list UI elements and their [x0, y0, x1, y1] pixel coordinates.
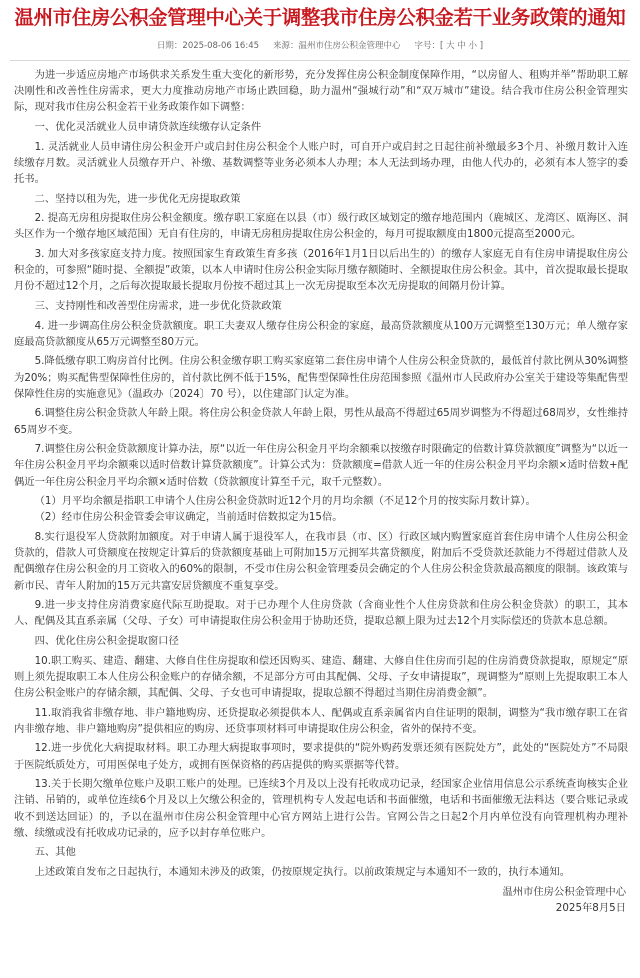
body-paragraph: 6.调整住房公积金贷款人年龄上限。将住房公积金贷款人年龄上限，男性从最高不得超过65周岁调整为不得超过68周岁，女性维持65周岁不变。	[14, 407, 628, 436]
body-paragraph: 7.调整住房公积金贷款额度计算办法，原“以近一年住房公积金月平均余额乘以按缴存时限确定的倍数计算贷款额度”调整为“以近一年住房公积金月平均余额乘以适时倍数计算贷款额度”。计算公式为：贷款额度=借款人近一年的住房公积金月平均余额×适时倍数+配偶近一年住房公积金月平均余额×适时倍数（贷款额度计算至千元，取千元整数）。	[14, 443, 628, 488]
title-divider	[10, 60, 630, 61]
section-heading: 四、优化住房公积金提取窗口径	[34, 634, 179, 647]
body-paragraph: 10.职工购买、建造、翻建、大修自住住房提取和偿还因购买、建造、翻建、大修自住住房而引起的住房消费贷款提取，原规定“原则上须先提取职工本人住房公积金账户的存储余额，不足部分方可由其配偶、父母、子女申请提取”，现调整为“原则上先提取职工本人住房公积金账户的存储余额，其配偶、父母、子女也可申请提取，提取总额不得超过当期住房消费金额”。	[14, 654, 628, 699]
body-paragraph: 4. 进一步调高住房公积金贷款额度。职工夫妻双人缴存住房公积金的家庭，最高贷款额度从100万元调整至130万元；单人缴存家庭最高贷款额度从65万元调整至80万元。	[14, 319, 628, 348]
body-paragraph: 5.降低缴存职工购房首付比例。住房公积金缴存职工购买家庭第二套住房申请个人住房公积金贷款的，最低首付款比例从30%调整为20%；购买配售型保障性住房的，首付款比例不低于15%，配售型保障性住房范围参照《温州市人民政府办公室关于建设等集配售型保障性住房的实施意见》（温政办〔2024〕70 号），以住建部门认定为准。	[14, 355, 628, 400]
font-size-selector	[415, 39, 484, 51]
article-title: 温州市住房公积金管理中心关于调整我市住房公积金若干业务政策的通知	[14, 6, 626, 29]
closing-paragraph: 上述政策自发布之日起执行，本通知未涉及的政策，仍按原规定执行。以前政策规定与本通知不一致的，执行本通知。	[34, 865, 571, 878]
font-size-close: ]	[479, 41, 484, 51]
signature-org: 温州市住房公积金管理中心	[502, 885, 626, 898]
section-heading: 二、坚持以租为先，进一步优化无房提取政策	[34, 192, 241, 205]
article-body	[10, 67, 630, 880]
body-paragraph: 1. 灵活就业人员申请住房公积金开户或启封住房公积金个人账户时，可自开户或启封之日起往前补缴最多3个月、补缴月数计入连续缴存月数。灵活就业人员缴存开户、补缴、基数调整等业务必须本人办理；本人无法到场办理，由他人代办的，必须有本人签字的委托书。	[14, 140, 628, 185]
publish-date: 日期：2025-08-06 16:45	[156, 41, 260, 51]
article-meta	[10, 36, 630, 54]
section-heading: 五、其他	[34, 846, 76, 859]
body-subitem: （2）经市住房公积金管委会审议确定，当前适时倍数拟定为15倍。	[34, 511, 343, 524]
body-paragraph: 8.实行退役军人贷款附加额度。对于申请人属于退役军人，在我市县（市、区）行政区域内购置家庭首套住房申请个人住房公积金贷款的，借款人可贷额度在按规定计算后的贷款额度基础上可附加15万元拥军共富贷额度，附加后不受贷款还款能力不得超过借款人及配偶缴存住房公积金的月工资收入的60%的限制，不受市住房公积金管理委员会确定的个人住房公积金贷款最高额度的限制。该政策与新市民、青年人附加的15万元共富安居贷额度不重复享受。	[14, 530, 628, 592]
body-paragraph: 3. 加大对多孩家庭支持力度。按照国家生育政策生育多孩（2016年1月1日以后出生的）的缴存人家庭无自有住房申请提取住房公积金的，可参照“随时提、全额提”政策，以本人申请时住房公积金实际月缴存额随时、全额提取住房公积金。其中，首次提取最长提取月份不超过12个月，之后每次提取最长提取月份按不超过其上一次无房提取至本次无房提取的间隔月份计算。	[14, 247, 628, 293]
signature-date: 2025年8月5日	[555, 901, 626, 914]
font-size-large-button[interactable]: 大	[446, 41, 455, 51]
section-heading: 一、优化灵活就业人员申请贷款连续缴存认定条件	[34, 121, 262, 133]
body-subitem: （1）月平均余额是指职工申请个人住房公积金贷款时近12个月的月均余额（不足12个月的按实际月数计算）。	[34, 495, 536, 508]
font-size-medium-button[interactable]: 中	[457, 41, 466, 51]
font-size-label: 字号：[	[414, 41, 444, 51]
signature-block	[10, 884, 630, 916]
font-size-small-button[interactable]: 小	[468, 41, 478, 51]
body-paragraph: 9.进一步支持住房消费家庭代际互助提取。对于已办理个人住房贷款（含商业性个人住房贷款和住房公积金贷款）的职工，其本人、配偶及其直系亲属（父母、子女）可申请提取住房公积金用于协助还贷，提取总额上限为过去12个月实际偿还的贷款本息总额。	[14, 599, 628, 628]
body-paragraph: 11.取消我省非缴存地、非户籍地购房、还贷提取必须提供本人、配偶或直系亲属省内自住证明的限制，调整为“我市缴存职工在省内非缴存地、非户籍地购房”提供相应的购房、还贷事项材料可申请提取住房公积金，省外的保持不变。	[14, 706, 628, 735]
body-paragraph: 12.进一步优化大病提取材料。职工办理大病提取事项时，要求提供的“院外购药发票还须有医院处方”，此处的“医院处方”不局限于医院纸质处方，可用医保电子处方，或拥有医保资格的药店提供的购买票据等代替。	[14, 742, 628, 771]
source-label: 来源：温州市住房公积金管理中心	[273, 41, 401, 51]
body-paragraph: 13.关于长期欠缴单位账户及职工账户的处理。已连续3个月及以上没有托收成功记录，经国家企业信用信息公示系统查询核实企业注销、吊销的，或单位连续6个月及以上欠缴公积金的，管理机构专人发起电话和书面催缴，电话和书面催缴无法料达（要合账记录或收不到送达回证）的，予以在温州市住房公积金管理中心官方网站上进行公告。官网公告之日起2个月内单位没有向管理机构办理补缴、续缴或没有托收成功记录的，应予以封存单位账户。	[14, 778, 628, 839]
section-heading: 三、支持刚性和改善型住房需求，进一步优化贷款政策	[34, 299, 282, 312]
intro-paragraph: 为进一步适应房地产市场供求关系发生重大变化的新形势，充分发挥住房公积金制度保障作用，“以房留人、租购并举”帮助职工解决刚性和改善性住房需求，更大力度推动房地产市场止跌回稳，助力温州“强城行动”和“双万城市”建设。结合我市住房公积金管理实际，现对我市住房公积金若干业务政策作如下调整：	[14, 69, 628, 114]
body-paragraph: 2. 提高无房租房提取住房公积金额度。缴存职工家庭在以县（市）级行政区域划定的缴存地范围内（鹿城区、龙湾区、瓯海区、洞头区作为一个缴存地区域范围）无自有住房的，申请无房租房提取住房公积金的，每月可提取额度由1800元提高至2000元。	[14, 212, 628, 241]
